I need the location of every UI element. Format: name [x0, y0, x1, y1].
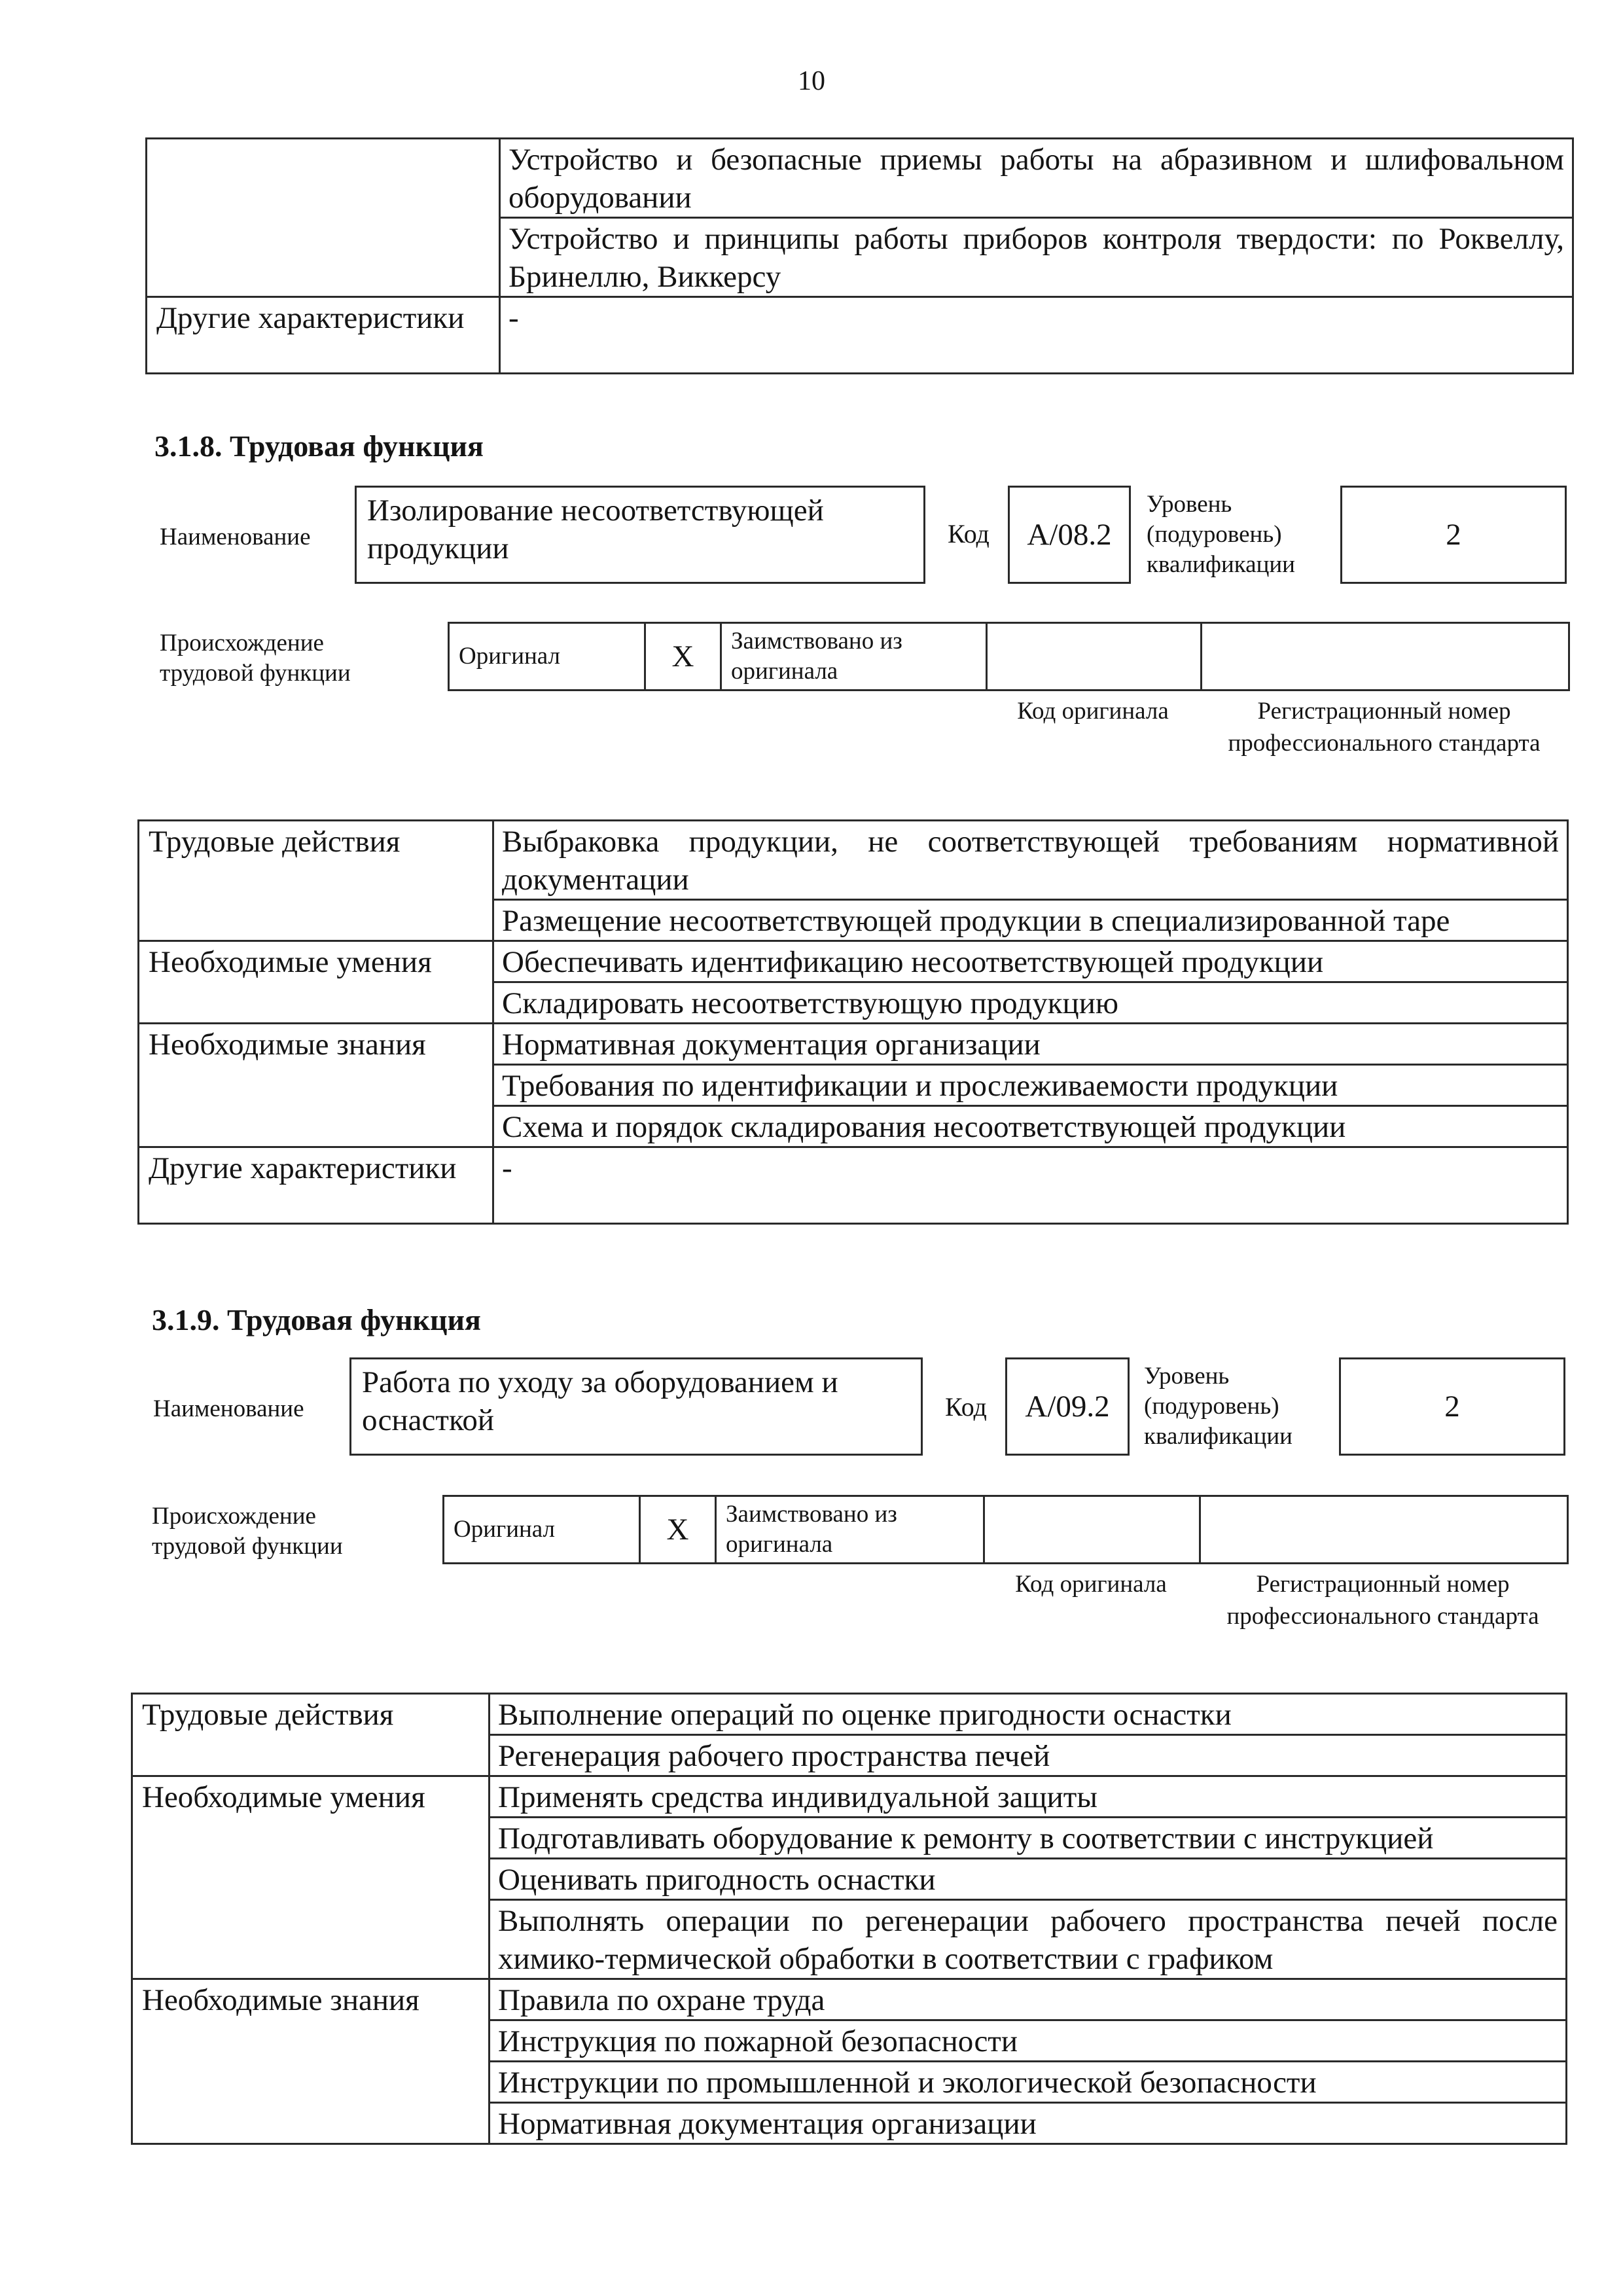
section-table: [137, 819, 1569, 1225]
reg-number-cell: [1200, 1496, 1568, 1564]
original-mark: X: [640, 1496, 716, 1564]
row-label: Необходимые знания: [139, 1024, 493, 1147]
reg-number-caption: Регистрационный номер профессионального стандарта: [1226, 1571, 1539, 1630]
origin-table: [442, 1495, 1569, 1564]
section-heading: 3.1.9. Трудовая функция: [152, 1303, 481, 1336]
table-row: [139, 1147, 1568, 1224]
table-cell: Складировать несоответствующую продукцию: [493, 982, 1568, 1024]
name-label: Наименование: [160, 524, 311, 550]
table-cell: Инструкция по пожарной безопасности: [490, 2020, 1567, 2062]
origin-label: Происхождение трудовой функции: [152, 1503, 343, 1560]
table-cell: Регенерация рабочего пространства печей: [490, 1735, 1567, 1776]
code-box: [1005, 1357, 1130, 1456]
table-cell: -: [493, 1147, 1568, 1224]
level-value: 2: [1444, 1390, 1460, 1424]
table-cell: -: [500, 297, 1573, 374]
table-cell: Выполнение операций по оценке пригодности оснастки: [490, 1694, 1567, 1735]
table-row: [147, 139, 1573, 218]
level-value: 2: [1446, 518, 1461, 552]
row-label: Трудовые действия: [132, 1694, 490, 1776]
table-cell: Выбраковка продукции, не соответствующей требованиям нормативной документации: [493, 821, 1568, 900]
table-row: [132, 1979, 1567, 2020]
borrowed-label: Заимствовано из оригинала: [716, 1496, 984, 1564]
reg-number-caption: Регистрационный номер профессионального стандарта: [1228, 698, 1541, 757]
level-label: Уровень (подуровень) квалификации: [1147, 491, 1295, 578]
table-cell: Оценивать пригодность оснастки: [490, 1859, 1567, 1900]
origin-table: [448, 622, 1570, 691]
original-mark: X: [645, 623, 721, 691]
table-row: [147, 297, 1573, 374]
code-value: А/08.2: [1027, 518, 1112, 552]
table-cell: Выполнять операции по регенерации рабочего пространства печей после химико-термической обработки в соответствии с графиком: [490, 1900, 1567, 1979]
row-label: Другие характеристики: [139, 1147, 493, 1224]
row-label: Другие характеристики: [147, 297, 500, 374]
original-code-cell: [987, 623, 1202, 691]
original-label: Оригинал: [449, 623, 645, 691]
table-cell: Применять средства индивидуальной защиты: [490, 1776, 1567, 1818]
name-label: Наименование: [153, 1395, 304, 1422]
table-cell: Правила по охране труда: [490, 1979, 1567, 2020]
table-row: [139, 821, 1568, 900]
section-table: [131, 1693, 1567, 2145]
table-row: [139, 941, 1568, 982]
row-label: Необходимые знания: [132, 1979, 490, 2144]
function-name-box: [349, 1357, 923, 1456]
table-cell: Устройство и принципы работы приборов контроля твердости: по Роквеллу, Бринеллю, Виккерсу: [500, 218, 1573, 297]
table-cell: Требования по идентификации и прослеживаемости продукции: [493, 1065, 1568, 1106]
table-cell: Обеспечивать идентификацию несоответствующей продукции: [493, 941, 1568, 982]
original-code-cell: [984, 1496, 1200, 1564]
page-number: 10: [798, 66, 825, 96]
function-name-box: [355, 486, 925, 584]
function-name: Изолирование несоответствующей продукции: [367, 493, 824, 565]
table-row: [132, 1694, 1567, 1735]
origin-label: Происхождение трудовой функции: [160, 630, 351, 687]
table-cell: Инструкции по промышленной и экологической безопасности: [490, 2062, 1567, 2103]
row-label: Трудовые действия: [139, 821, 493, 941]
level-box: [1340, 486, 1567, 584]
table-cell: Подготавливать оборудование к ремонту в соответствии с инструкцией: [490, 1818, 1567, 1859]
row-label: [147, 139, 500, 297]
level-box: [1339, 1357, 1565, 1456]
code-original-caption: Код оригинала: [1017, 698, 1169, 725]
row-label: Необходимые умения: [132, 1776, 490, 1979]
code-original-caption: Код оригинала: [1015, 1571, 1167, 1598]
table-cell: Размещение несоответствующей продукции в специализированной таре: [493, 900, 1568, 941]
row-label: Необходимые умения: [139, 941, 493, 1024]
reg-number-cell: [1202, 623, 1569, 691]
function-name: Работа по уходу за оборудованием и оснасткой: [362, 1365, 838, 1437]
original-label: Оригинал: [444, 1496, 640, 1564]
borrowed-label: Заимствовано из оригинала: [721, 623, 987, 691]
table-cell: Схема и порядок складирования несоответствующей продукции: [493, 1106, 1568, 1147]
code-label: Код: [948, 519, 990, 548]
table-cell: Нормативная документация организации: [490, 2103, 1567, 2144]
table-cell: Нормативная документация организации: [493, 1024, 1568, 1065]
table-cell: Устройство и безопасные приемы работы на абразивном и шлифовальном оборудовании: [500, 139, 1573, 218]
section-heading: 3.1.8. Трудовая функция: [154, 429, 484, 463]
level-label: Уровень (подуровень) квалификации: [1144, 1363, 1293, 1450]
table-row: [139, 1024, 1568, 1065]
code-label: Код: [945, 1392, 987, 1422]
code-value: А/09.2: [1025, 1390, 1110, 1424]
code-box: [1008, 486, 1131, 584]
table-row: [132, 1776, 1567, 1818]
top-table: [145, 137, 1574, 374]
